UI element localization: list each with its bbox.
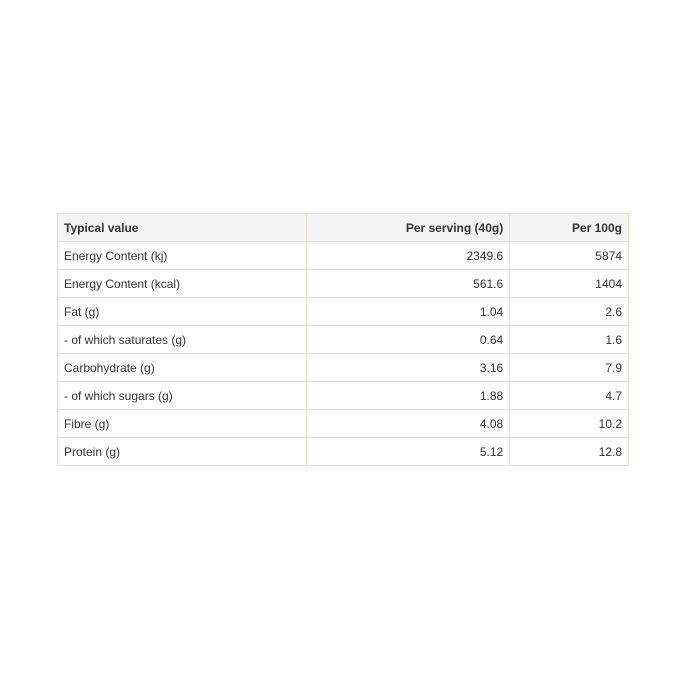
table-row: [58, 242, 629, 270]
row-label: - of which saturates (g): [58, 326, 307, 354]
header-per-100g: Per 100g: [510, 214, 629, 242]
row-label: - of which sugars (g): [58, 382, 307, 410]
table-row: [58, 270, 629, 298]
table-row: [58, 438, 629, 466]
table-row: [58, 354, 629, 382]
row-label: Fibre (g): [58, 410, 307, 438]
header-typical-value: Typical value: [58, 214, 307, 242]
row-per-100g: 12.8: [510, 438, 629, 466]
row-per-100g: 2.6: [510, 298, 629, 326]
row-per-serving: 0.64: [306, 326, 510, 354]
row-per-100g: 1.6: [510, 326, 629, 354]
row-label: Energy Content (kj): [58, 242, 307, 270]
row-label: Energy Content (kcal): [58, 270, 307, 298]
row-per-100g: 5874: [510, 242, 629, 270]
table-row: [58, 326, 629, 354]
row-label: Carbohydrate (g): [58, 354, 307, 382]
row-per-100g: 4.7: [510, 382, 629, 410]
row-per-serving: 1.88: [306, 382, 510, 410]
row-label: Fat (g): [58, 298, 307, 326]
row-per-serving: 561.6: [306, 270, 510, 298]
table-row: [58, 298, 629, 326]
row-label: Protein (g): [58, 438, 307, 466]
row-per-serving: 1.04: [306, 298, 510, 326]
table-row: [58, 382, 629, 410]
table-row: [58, 410, 629, 438]
row-per-100g: 1404: [510, 270, 629, 298]
nutrition-table-body: [58, 242, 629, 466]
row-per-100g: 7.9: [510, 354, 629, 382]
header-per-serving: Per serving (40g): [306, 214, 510, 242]
row-per-serving: 2349.6: [306, 242, 510, 270]
nutrition-table-header: [58, 214, 629, 242]
row-per-serving: 5.12: [306, 438, 510, 466]
row-per-100g: 10.2: [510, 410, 629, 438]
nutrition-table: [57, 213, 629, 466]
row-per-serving: 3.16: [306, 354, 510, 382]
row-per-serving: 4.08: [306, 410, 510, 438]
header-row: [58, 214, 629, 242]
